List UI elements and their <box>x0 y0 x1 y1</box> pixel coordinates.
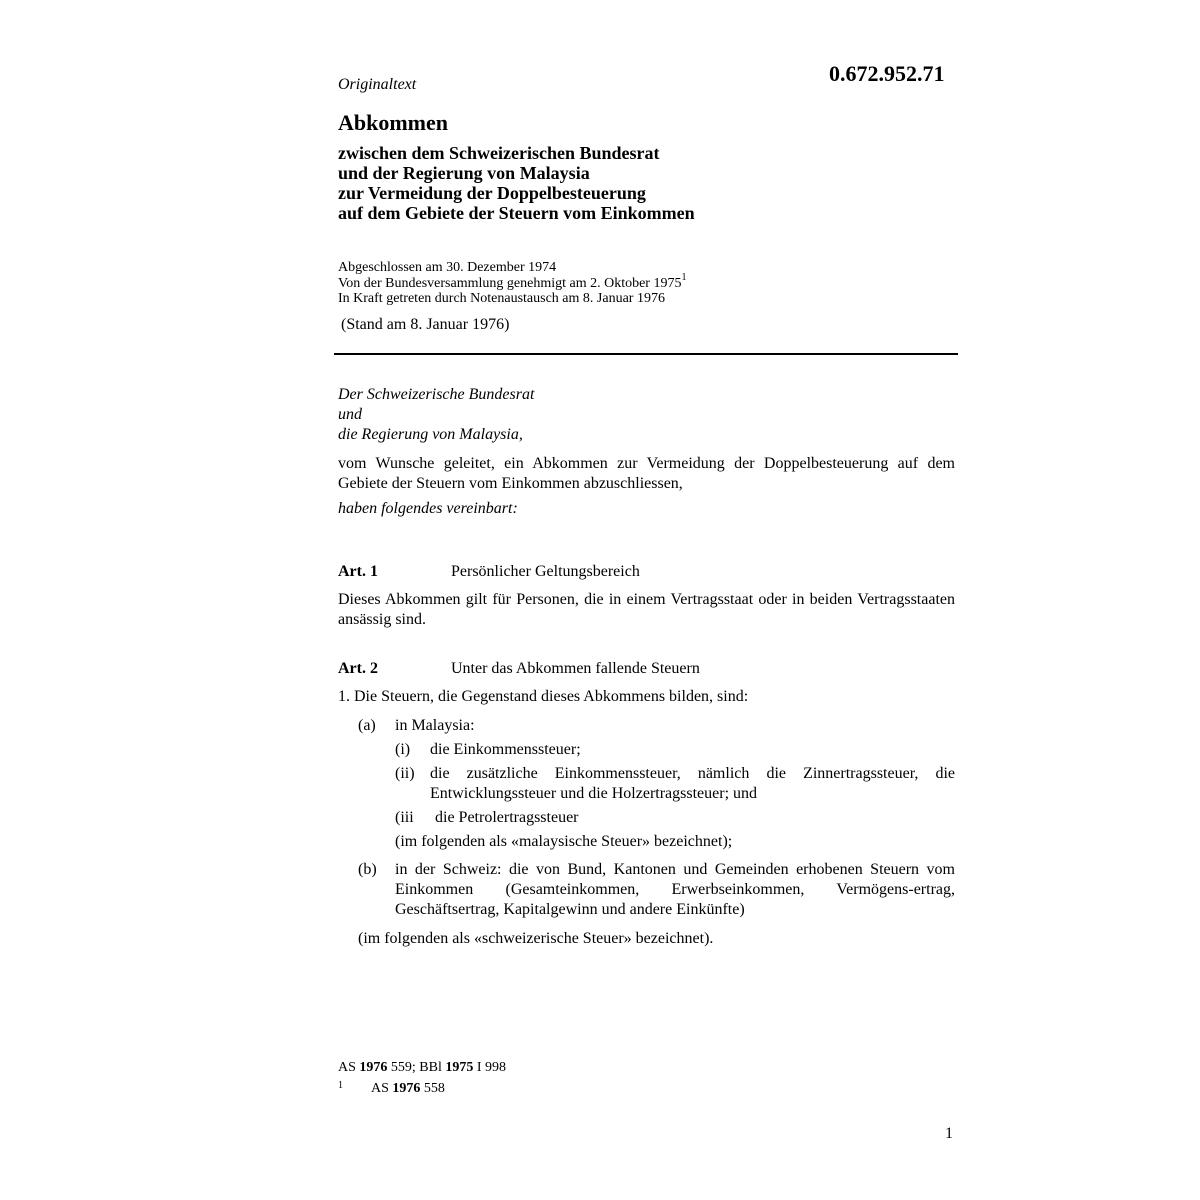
document-title: Abkommen <box>338 110 449 135</box>
date-approved <box>338 271 687 292</box>
footnote-text: 558 <box>420 1081 445 1096</box>
item-text: in der Schweiz: die von Bund, Kantonen und Gemeinden erhobenen Steuern vom Einkommen (Gesamteinkommen, Erwerbseinkommen, Vermögens-ertrag, Geschäftsertrag, Kapitalgewinn und andere Einkünfte) <box>395 861 955 918</box>
item-label: (iii <box>395 809 414 826</box>
stand-date: (Stand am 8. Januar 1976) <box>341 316 510 333</box>
party-line: die Regierung von Malaysia, <box>338 426 523 443</box>
swiss-tax-note: (im folgenden als «schweizerische Steuer» bezeichnet). <box>358 930 714 947</box>
item-text: die Petrolertragssteuer <box>435 809 579 826</box>
dates-block <box>338 260 686 307</box>
page-number: 1 <box>945 1125 953 1142</box>
footnote-text: I 998 <box>473 1060 507 1075</box>
article-1-text: Dieses Abkommen gilt für Personen, die in einem Vertragsstaat oder in beiden Vertragsstaaten ansässig sind. <box>338 591 955 628</box>
header-divider <box>334 353 958 355</box>
article-title: Unter das Abkommen fallende Steuern <box>451 660 700 677</box>
footnote-year: 1976 <box>392 1081 421 1096</box>
footnote-source <box>338 1059 506 1077</box>
date-in-force: In Kraft getreten durch Notenaustausch am 8. Januar 1976 <box>338 291 665 306</box>
subtitle-line: auf dem Gebiete der Steuern vom Einkommen <box>338 203 695 223</box>
item-text: in Malaysia: <box>395 717 475 734</box>
date-approved-text: Von der Bundesversammlung genehmigt am 2. Oktober 1975 <box>338 275 682 291</box>
item-text: die zusätzliche Einkommenssteuer, nämlich die Zinnertragssteuer, die Entwicklungssteuer und die Holzertragssteuer; und <box>430 765 955 802</box>
subtitle-line: zur Vermeidung der Doppelbesteuerung <box>338 183 646 203</box>
sub-item-i <box>395 740 955 760</box>
item-label: (b) <box>358 861 377 878</box>
article-2-heading <box>338 659 955 679</box>
article-2-paragraph-1: 1. Die Steuern, die Gegenstand dieses Abkommens bilden, sind: <box>338 688 749 705</box>
footnote-year: 1975 <box>445 1060 474 1075</box>
preamble-agreed: haben folgendes vereinbart: <box>338 500 518 517</box>
footnote-mark: 1 <box>338 1080 343 1091</box>
party-line: und <box>338 406 362 423</box>
footnote-text: AS <box>371 1081 393 1096</box>
sr-number: 0.672.952.71 <box>829 61 945 86</box>
originaltext-label: Originaltext <box>338 76 417 93</box>
footnote-text: AS <box>338 1060 360 1075</box>
footnote-1 <box>338 1080 445 1099</box>
subtitle-line: zwischen dem Schweizerischen Bundesrat <box>338 143 660 163</box>
item-label: (ii) <box>395 765 415 782</box>
list-item-a <box>358 716 955 736</box>
article-1-heading <box>338 562 955 582</box>
sub-item-ii <box>395 764 955 804</box>
list-item-b <box>358 860 955 920</box>
article-title: Persönlicher Geltungsbereich <box>451 563 640 580</box>
item-label: (a) <box>358 717 376 734</box>
preamble-text: vom Wunsche geleitet, ein Abkommen zur Vermeidung der Doppelbesteuerung auf dem Gebiete der Steuern vom Einkommen abzuschliessen, <box>338 455 955 492</box>
malaysian-tax-note: (im folgenden als «malaysische Steuer» bezeichnet); <box>395 833 733 850</box>
sub-item-iii <box>395 808 955 828</box>
article-number: Art. 2 <box>338 660 378 677</box>
footnote-year: 1976 <box>359 1060 388 1075</box>
footnote-reference[interactable]: 1 <box>681 271 687 283</box>
item-label: (i) <box>395 741 411 758</box>
footnote-text: 559; BBl <box>387 1060 446 1075</box>
article-number: Art. 1 <box>338 563 378 580</box>
document-subtitle <box>338 143 695 223</box>
date-concluded: Abgeschlossen am 30. Dezember 1974 <box>338 260 557 275</box>
subtitle-line: und der Regierung von Malaysia <box>338 163 590 183</box>
item-text: die Einkommenssteuer; <box>430 741 581 758</box>
party-line: Der Schweizerische Bundesrat <box>338 386 535 403</box>
preamble-parties <box>338 385 534 445</box>
